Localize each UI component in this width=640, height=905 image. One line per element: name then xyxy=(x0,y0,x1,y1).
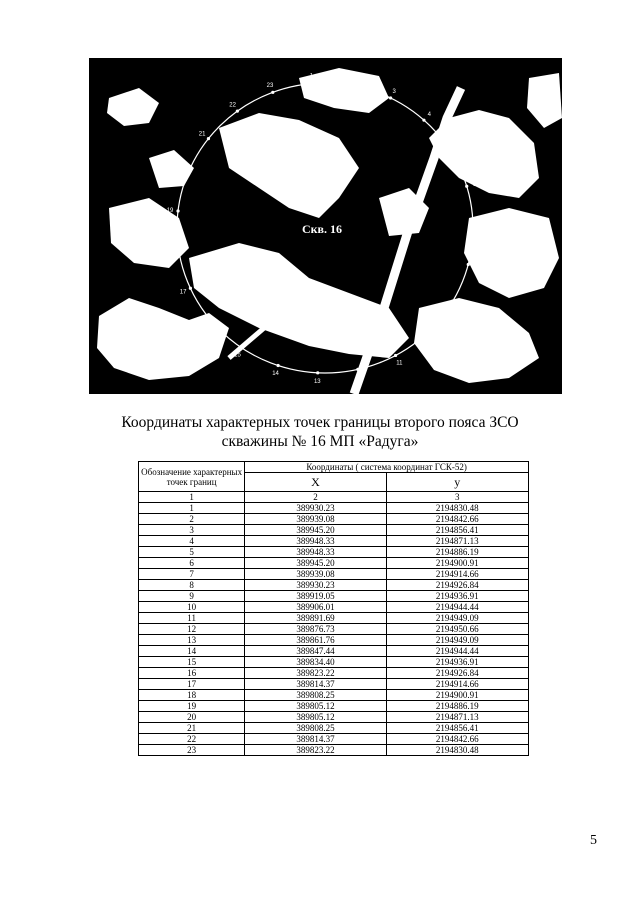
boundary-point-label: 3 xyxy=(392,88,396,95)
y-coordinate-cell: 2194950.66 xyxy=(386,624,528,635)
boundary-point-label: 13 xyxy=(313,378,321,385)
y-coordinate-cell: 2194936.91 xyxy=(386,591,528,602)
boundary-point-marker xyxy=(351,84,354,87)
x-coordinate-cell: 389805.12 xyxy=(245,701,386,712)
y-coordinate-cell: 2194900.91 xyxy=(386,690,528,701)
table-row xyxy=(139,580,529,591)
boundary-point-marker xyxy=(471,224,474,227)
y-coordinate-cell: 2194949.09 xyxy=(386,635,528,646)
boundary-point-marker xyxy=(271,91,274,94)
x-coordinate-cell: 389919.05 xyxy=(245,591,386,602)
y-coordinate-cell: 2194842.66 xyxy=(386,734,528,745)
boundary-point-marker xyxy=(210,320,213,323)
point-number-cell: 14 xyxy=(139,646,245,657)
x-coordinate-cell: 389823.22 xyxy=(245,745,386,756)
boundary-point-label: 17 xyxy=(179,289,187,296)
caption-line-2: скважины № 16 МП «Радуга» xyxy=(221,433,419,450)
x-coordinate-cell: 389808.25 xyxy=(245,723,386,734)
point-number-cell: 20 xyxy=(139,712,245,723)
point-number-cell: 2 xyxy=(139,514,245,525)
table-row xyxy=(139,690,529,701)
boundary-point-marker xyxy=(240,346,243,349)
boundary-point-label: 15 xyxy=(234,352,241,359)
x-coordinate-cell: 389808.25 xyxy=(245,690,386,701)
y-coordinate-cell: 2194886.19 xyxy=(386,547,528,558)
table-row xyxy=(139,558,529,569)
boundary-point-label: 1 xyxy=(309,73,314,80)
boundary-point-marker xyxy=(394,354,397,357)
point-number-cell: 7 xyxy=(139,569,245,580)
y-coordinate-cell: 2194949.09 xyxy=(386,613,528,624)
x-coordinate-cell: 389891.69 xyxy=(245,613,386,624)
y-coordinate-cell: 2194871.13 xyxy=(386,536,528,547)
y-coordinate-cell: 2194944.44 xyxy=(386,602,528,613)
point-number-cell: 11 xyxy=(139,613,245,624)
table-row xyxy=(139,602,529,613)
boundary-point-label: 9 xyxy=(458,303,462,310)
boundary-point-label: 4 xyxy=(427,112,431,119)
boundary-point-label: 2 xyxy=(352,75,356,82)
boundary-point-label: 6 xyxy=(472,181,477,188)
coordinates-body xyxy=(139,503,529,756)
point-number-cell: 22 xyxy=(139,734,245,745)
boundary-point-label: 12 xyxy=(356,375,363,382)
point-number-cell: 19 xyxy=(139,701,245,712)
point-number-cell: 13 xyxy=(139,635,245,646)
x-coordinate-cell: 389945.20 xyxy=(245,558,386,569)
point-number-cell: 21 xyxy=(139,723,245,734)
map-image xyxy=(89,58,562,394)
point-number-cell: 6 xyxy=(139,558,245,569)
caption-line-1: Координаты характерных точек границы второго пояса ЗСО xyxy=(121,414,519,431)
boundary-point-marker xyxy=(356,368,359,371)
table-row xyxy=(139,547,529,558)
table-row xyxy=(139,723,529,734)
table-row xyxy=(139,613,529,624)
coordinates-table xyxy=(138,461,529,756)
header-coordinates: Координаты ( система координат ГСК-52) xyxy=(245,462,529,473)
boundary-point-marker xyxy=(465,185,468,188)
point-number-cell: 10 xyxy=(139,602,245,613)
y-coordinate-cell: 2194856.41 xyxy=(386,723,528,734)
boundary-point-marker xyxy=(187,171,190,174)
site-map xyxy=(89,58,562,394)
table-row xyxy=(139,536,529,547)
point-number-cell: 1 xyxy=(139,503,245,514)
boundary-point-label: 18 xyxy=(167,249,175,256)
point-number-cell: 5 xyxy=(139,547,245,558)
boundary-point-label: 21 xyxy=(198,131,206,138)
x-coordinate-cell: 389948.33 xyxy=(245,536,386,547)
x-coordinate-cell: 389823.22 xyxy=(245,668,386,679)
boundary-point-label: 16 xyxy=(202,324,210,331)
x-coordinate-cell: 389861.76 xyxy=(245,635,386,646)
x-coordinate-cell: 389939.08 xyxy=(245,514,386,525)
boundary-point-marker xyxy=(422,119,425,122)
boundary-point-marker xyxy=(448,149,451,152)
table-row xyxy=(139,624,529,635)
y-coordinate-cell: 2194914.66 xyxy=(386,569,528,580)
x-coordinate-cell: 389847.44 xyxy=(245,646,386,657)
point-number-cell: 18 xyxy=(139,690,245,701)
point-number-cell: 23 xyxy=(139,745,245,756)
page-number: 5 xyxy=(590,833,597,848)
header-y: у xyxy=(386,473,528,492)
x-coordinate-cell: 389948.33 xyxy=(245,547,386,558)
table-row xyxy=(139,679,529,690)
x-coordinate-cell: 389876.73 xyxy=(245,624,386,635)
boundary-point-marker xyxy=(207,137,210,140)
boundary-point-marker xyxy=(189,287,192,290)
table-caption xyxy=(100,413,540,451)
boundary-point-label: 19 xyxy=(166,208,174,215)
boundary-point-marker xyxy=(236,110,239,113)
boundary-point-marker xyxy=(276,364,279,367)
x-coordinate-cell: 389805.12 xyxy=(245,712,386,723)
x-coordinate-cell: 389930.23 xyxy=(245,580,386,591)
header-x: X xyxy=(245,473,386,492)
numbering-cell: 3 xyxy=(386,492,528,503)
point-number-cell: 16 xyxy=(139,668,245,679)
table-row xyxy=(139,712,529,723)
boundary-point-marker xyxy=(316,371,319,374)
y-coordinate-cell: 2194926.84 xyxy=(386,668,528,679)
boundary-point-marker xyxy=(426,330,429,333)
y-coordinate-cell: 2194886.19 xyxy=(386,701,528,712)
point-number-cell: 12 xyxy=(139,624,245,635)
boundary-point-label: 10 xyxy=(430,335,437,342)
y-coordinate-cell: 2194914.66 xyxy=(386,679,528,690)
boundary-point-label: 23 xyxy=(266,82,274,89)
y-coordinate-cell: 2194842.66 xyxy=(386,514,528,525)
boundary-point-label: 20 xyxy=(177,167,185,174)
point-number-cell: 8 xyxy=(139,580,245,591)
y-coordinate-cell: 2194871.13 xyxy=(386,712,528,723)
boundary-point-label: 11 xyxy=(396,360,403,367)
point-number-cell: 3 xyxy=(139,525,245,536)
boundary-point-marker xyxy=(177,249,180,252)
y-coordinate-cell: 2194830.48 xyxy=(386,745,528,756)
table-row xyxy=(139,657,529,668)
boundary-point-label: 22 xyxy=(229,102,236,109)
table-row xyxy=(139,569,529,580)
boundary-point-marker xyxy=(311,82,314,85)
y-coordinate-cell: 2194900.91 xyxy=(386,558,528,569)
point-number-cell: 15 xyxy=(139,657,245,668)
boundary-point-marker xyxy=(451,299,454,302)
well-label: Скв. 16 xyxy=(301,222,343,236)
y-coordinate-cell: 2194856.41 xyxy=(386,525,528,536)
table-row xyxy=(139,503,529,514)
table-row xyxy=(139,514,529,525)
y-coordinate-cell: 2194936.91 xyxy=(386,657,528,668)
boundary-point-marker xyxy=(176,209,179,212)
header-designation: Обозначение характерных точек границ xyxy=(139,462,245,492)
x-coordinate-cell: 389834.40 xyxy=(245,657,386,668)
table-row xyxy=(139,525,529,536)
boundary-point-label: 5 xyxy=(455,144,459,151)
table-row xyxy=(139,701,529,712)
x-coordinate-cell: 389814.37 xyxy=(245,734,386,745)
point-number-cell: 4 xyxy=(139,536,245,547)
numbering-cell: 2 xyxy=(245,492,386,503)
boundary-point-label: 8 xyxy=(474,264,478,271)
x-coordinate-cell: 389945.20 xyxy=(245,525,386,536)
point-number-cell: 9 xyxy=(139,591,245,602)
numbering-cell: 1 xyxy=(139,492,245,503)
x-coordinate-cell: 389906.01 xyxy=(245,602,386,613)
point-number-cell: 17 xyxy=(139,679,245,690)
boundary-point-marker xyxy=(389,96,392,99)
y-coordinate-cell: 2194830.48 xyxy=(386,503,528,514)
table-row xyxy=(139,668,529,679)
boundary-point-marker xyxy=(467,263,470,266)
boundary-point-label: 7 xyxy=(479,223,483,230)
table-row xyxy=(139,635,529,646)
table-row xyxy=(139,591,529,602)
table-row xyxy=(139,646,529,657)
x-coordinate-cell: 389930.23 xyxy=(245,503,386,514)
boundary-point-label: 14 xyxy=(272,371,279,378)
table-row xyxy=(139,745,529,756)
y-coordinate-cell: 2194944.44 xyxy=(386,646,528,657)
table-row xyxy=(139,734,529,745)
x-coordinate-cell: 389814.37 xyxy=(245,679,386,690)
x-coordinate-cell: 389939.08 xyxy=(245,569,386,580)
y-coordinate-cell: 2194926.84 xyxy=(386,580,528,591)
